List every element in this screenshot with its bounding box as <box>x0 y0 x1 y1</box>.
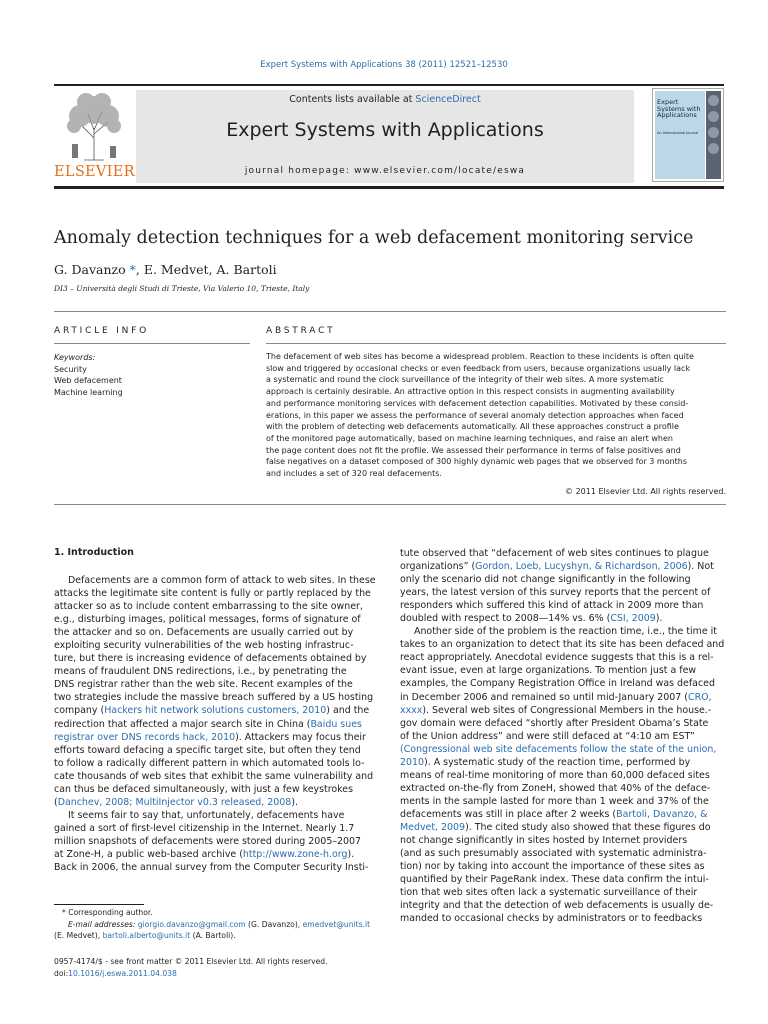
journal-homepage[interactable]: journal homepage: www.elsevier.com/locate/eswa <box>244 166 526 176</box>
body-line <box>54 796 378 809</box>
corresponding-author-mark[interactable]: * <box>129 262 136 277</box>
article-info-heading: ARTICLE INFO <box>54 326 150 336</box>
header-rule-bottom <box>54 186 724 189</box>
body-line <box>54 718 378 731</box>
email-owner: (G. Davanzo), <box>245 919 303 929</box>
citation-link[interactable]: CRO, <box>687 691 712 703</box>
citation-link[interactable]: Danchev, 2008; MultiInjector v0.3 released, 2008 <box>57 796 292 808</box>
email-label: E-mail addresses: <box>68 919 138 929</box>
body-text: ). Not <box>687 561 714 573</box>
abstract-line: with the problem of detecting web defacements automatically. All these approaches construct a profile <box>266 422 679 432</box>
body-text: ). Attackers may focus their <box>235 731 366 743</box>
citation-link[interactable]: xxxx <box>400 704 423 716</box>
body-line: exploiting security vulnerabilities of the web hosting infrastruc- <box>54 640 354 652</box>
body-text: doubled with respect to 2008—14% vs. 6% ( <box>400 613 611 625</box>
email-link[interactable]: emedvet@units.it <box>302 919 371 929</box>
body-line: examples, the Company Registration Office in Ireland was defaced <box>400 678 715 690</box>
email-line <box>54 919 384 931</box>
body-line: extracted on-the-fly from ZoneH, showed that 40% of the deface- <box>400 782 711 794</box>
body-line: only the scenario did not change significantly in the following <box>400 574 691 586</box>
body-line <box>54 731 378 744</box>
citation-link[interactable]: 2010 <box>400 756 425 768</box>
body-line: the attacker and so on. Defacements are usually carried out by <box>54 627 354 639</box>
rule-above-info <box>54 311 726 312</box>
rule-abstract <box>266 343 726 344</box>
body-line: means of real-time monitoring of more than 60,000 defaced sites <box>400 769 710 781</box>
cover-gear-icon <box>708 111 719 122</box>
body-line: cate thousands of web sites that exhibit the same vulnerability and <box>54 770 374 782</box>
body-text: in December 2006 and remained so until mid-January 2007 ( <box>400 691 688 703</box>
doi-line <box>54 968 394 980</box>
rule-info <box>54 343 250 344</box>
body-text: company ( <box>54 705 105 717</box>
body-text: Defacements are a common form of attack to web sites. In these <box>68 575 376 586</box>
body-line: efforts toward defacing a specific target site, but often they tend <box>54 744 361 756</box>
body-line: attacks the legitimate site content is fully or partly replaced by the <box>54 588 371 600</box>
body-line: responders which suffered this kind of attack in 2009 more than <box>400 600 704 612</box>
corresponding-note: * Corresponding author. <box>62 908 153 917</box>
body-line: gained a sort of first-level citizenship in the Internet. Nearly 1.7 <box>54 822 355 834</box>
issn-line: 0957-4174/$ - see front matter © 2011 Elsevier Ltd. All rights reserved. <box>54 957 328 966</box>
body-text: at Zone-H, a public web-based archive ( <box>54 848 243 860</box>
doi-link[interactable]: 10.1016/j.eswa.2011.04.038 <box>68 968 177 978</box>
body-line: tion) nor by taking into account the importance of these sites as <box>400 861 705 873</box>
body-line <box>400 612 726 625</box>
body-text: ). <box>291 796 298 808</box>
paper-title: Anomaly detection techniques for a web defacement monitoring service <box>54 228 694 248</box>
keyword: Security <box>54 364 87 374</box>
footnote-rule <box>54 904 144 905</box>
abstract-line: and performance monitoring services with defacement detection capabilities. Motivated by these consid- <box>266 398 689 408</box>
abstract-copyright: © 2011 Elsevier Ltd. All rights reserved. <box>565 487 726 496</box>
email-line <box>54 930 384 942</box>
abstract-line: approach is certainly desirable. An attractive option in this respect consists in augmenting availability <box>266 387 675 397</box>
body-line: (and as such presumably associated with systematic administra- <box>400 848 707 860</box>
body-line <box>54 574 378 587</box>
email-owner: (E. Medvet), <box>54 931 103 941</box>
body-line: ture, but there is increasing evidence of defacements obtained by <box>54 653 367 665</box>
body-line: Back in 2006, the annual survey from the Computer Security Insti- <box>54 862 369 874</box>
section-heading-introduction: 1. Introduction <box>54 547 134 558</box>
body-line: million snapshots of defacements were stored during 2005–2007 <box>54 835 362 847</box>
body-line: two strategies include the massive breach suffered by a US hosting <box>54 692 374 704</box>
body-line: e.g., disturbing images, political messages, forms of signature of <box>54 614 361 626</box>
citation-link[interactable]: Medvet, 2009 <box>400 821 466 833</box>
sciencedirect-link[interactable]: ScienceDirect <box>415 94 481 105</box>
body-line: DNS registrar rather than the web site. Recent examples of the <box>54 679 353 691</box>
citation-link[interactable]: Baidu sues <box>310 718 362 730</box>
keywords-label: Keywords: <box>54 353 96 362</box>
body-text: It seems fair to say that, unfortunately, defacements have <box>68 809 345 821</box>
cover-title: Expert Systems with Applications <box>657 98 701 119</box>
citation-link[interactable]: (Congressional web site defacements follow the state of the union, <box>400 743 717 755</box>
body-text: ). The cited study also showed that these figures do <box>465 821 711 833</box>
zone-h-link[interactable]: http://www.zone-h.org <box>242 848 348 860</box>
body-line: takes to an organization to detect that its site has been defaced and <box>400 639 725 651</box>
contents-prefix: Contents lists available at <box>289 94 416 105</box>
body-line: quantified by their PageRank index. These data confirm the intui- <box>400 874 709 886</box>
tree-icon <box>54 88 134 164</box>
body-line: attacker so as to include content embarrassing to the site owner, <box>54 601 363 613</box>
body-column-left <box>54 562 378 874</box>
abstract-text <box>266 351 726 480</box>
email-link[interactable]: bartoli.alberto@units.it <box>102 931 191 941</box>
journal-reference-link[interactable]: Expert Systems with Applications 38 (2011) 12521–12530 <box>260 60 508 70</box>
body-text: ). A systematic study of the reaction time, performed by <box>424 756 691 768</box>
citation-link[interactable]: Bartoli, Davanzo, & <box>616 808 708 820</box>
cover-gear-icon <box>708 127 719 138</box>
body-line: ments in the sample lasted for more than 1 week and 37% of the <box>400 795 709 807</box>
body-line: integrity and that the detection of web defacements is usually de- <box>400 900 714 912</box>
journal-title: Expert Systems with Applications <box>226 119 544 141</box>
body-line <box>400 821 726 834</box>
body-line: evant issue, even at large organizations. To mention just a few <box>400 665 697 677</box>
body-line: years, the latest version of this survey reports that the percent of <box>400 587 711 599</box>
abstract-line: slow and triggered by occasional checks or even feedback from users, because organizations usually lack <box>266 363 691 373</box>
body-text: redirection that affected a major search site in China ( <box>54 718 311 730</box>
citation-link[interactable]: registrar over DNS records hack, 2010 <box>54 731 236 743</box>
body-column-right <box>400 547 726 925</box>
body-line <box>400 625 726 638</box>
body-line <box>400 808 726 821</box>
citation-link[interactable]: Gordon, Loeb, Lucyshyn, & Richardson, 2006 <box>475 561 688 573</box>
keyword: Machine learning <box>54 388 123 398</box>
body-line: means of fraudulent DNS redirections, i.e., by penetrating the <box>54 666 347 678</box>
body-line <box>400 704 726 717</box>
body-line: can thus be defaced simultaneously, with just a few keystrokes <box>54 783 354 795</box>
body-text: ). Several web sites of Congressional Members in the house.- <box>422 704 712 716</box>
abstract-line: The defacement of web sites has become a widespread problem. Reaction to these incidents is often quite <box>266 352 694 361</box>
cover-gear-icon <box>708 95 719 106</box>
doi-prefix: doi: <box>54 968 69 978</box>
contents-line <box>136 94 634 105</box>
body-line: manded to occasional checks by administrators or to feedbacks <box>400 913 703 925</box>
body-line: to follow a radically different pattern in which automated tools lo- <box>54 757 365 769</box>
body-text: organizations” ( <box>400 561 476 573</box>
abstract-heading: ABSTRACT <box>266 326 336 336</box>
body-line <box>400 560 726 573</box>
citation-link[interactable]: CSI, 2009 <box>610 613 656 625</box>
body-line <box>54 848 378 861</box>
body-line: not change significantly in sites hosted by Internet providers <box>400 835 688 847</box>
abstract-line: and includes a set of 320 real defacements. <box>266 469 442 479</box>
abstract-line: erations, in this paper we assess the performance of several anomaly detection approaches when faced <box>266 410 684 420</box>
abstract-line: false negatives on a dataset composed of 300 highly dynamic web pages that we observed for 3 months <box>266 457 688 467</box>
rule-below-abstract <box>54 504 726 505</box>
body-text: ). <box>347 848 355 860</box>
body-text: ) and the <box>326 705 370 717</box>
email-link[interactable]: giorgio.davanzo@gmail.com <box>137 919 246 929</box>
front-matter <box>54 956 394 979</box>
header-rule-top <box>54 84 724 86</box>
authors <box>54 262 277 277</box>
body-text: ). <box>655 613 663 625</box>
body-text: ( <box>54 796 58 808</box>
abstract-line: the page content does not fit the profile. We assessed their performance in terms of false positives and <box>266 445 681 455</box>
body-line <box>400 691 726 704</box>
body-line: react appropriately. Anecdotal evidence suggests that this is a rel- <box>400 652 714 664</box>
elsevier-wordmark: ELSEVIER <box>54 164 135 180</box>
body-text: defacements was still in place after 2 weeks ( <box>400 808 617 820</box>
author-davanzo: G. Davanzo <box>54 262 126 277</box>
cover-gear-icon <box>708 143 719 154</box>
abstract-line: a systematic and round the clock surveillance of the integrity of their web sites. A more systematic <box>266 375 664 385</box>
affiliation: DI3 – Università degli Studi di Trieste, Via Valerio 10, Trieste, Italy <box>54 284 310 293</box>
body-line <box>400 756 726 769</box>
keywords-block <box>54 352 123 399</box>
keyword: Web defacement <box>54 376 122 386</box>
citation-link[interactable]: Hackers hit network solutions customers, 2010 <box>104 705 327 717</box>
body-line <box>54 809 378 822</box>
body-line: tion that web sites often lack a systematic surveillance of their <box>400 887 698 899</box>
body-text: Another side of the problem is the reaction time, i.e., the time it <box>414 626 717 638</box>
cover-subtitle: An International Journal <box>657 131 699 135</box>
abstract-line: of the monitored page automatically, based on machine learning techniques, and raise an alert when <box>266 433 673 443</box>
body-line: tute observed that “defacement of web sites continues to plague <box>400 548 709 559</box>
email-owner: (A. Bartoli). <box>190 931 236 941</box>
journal-cover-thumbnail <box>652 88 724 182</box>
body-line: gov domain were defaced “shortly after President Obama’s State <box>400 717 709 729</box>
body-line <box>400 743 726 756</box>
body-line <box>54 704 378 717</box>
other-authors: , E. Medvet, A. Bartoli <box>135 262 277 277</box>
footnotes <box>54 907 384 942</box>
body-line: of the Union address” and were still defaced at “4:10 am EST” <box>400 730 695 742</box>
